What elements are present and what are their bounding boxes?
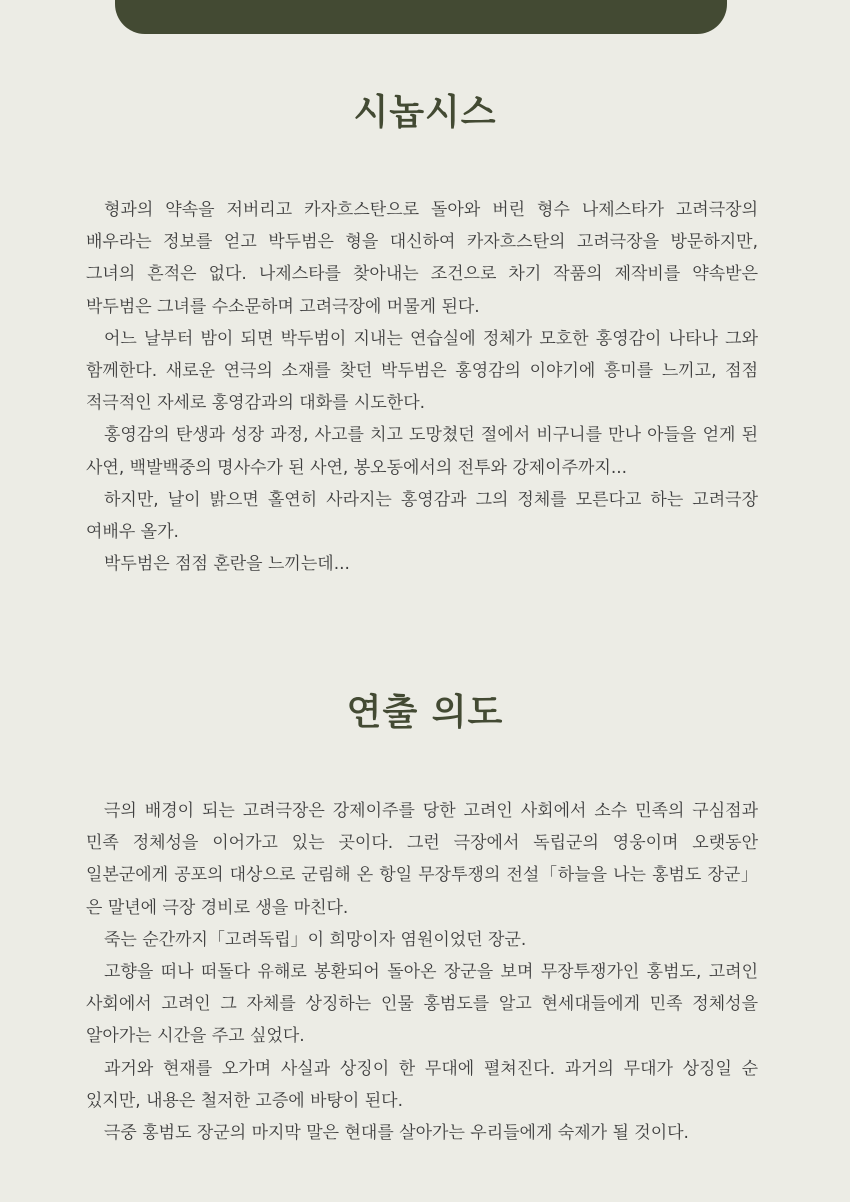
intent-paragraph: 과거와 현재를 오가며 사실과 상징이 한 무대에 펼쳐진다. 과거의 무대가 상징일 순 있지만, 내용은 철저한 고증에 바탕이 된다. [86,1058,758,1111]
intent-paragraph: 죽는 순간까지「고려독립」이 희망이자 염원이었던 장군. [104,929,527,950]
intent-paragraph: 고향을 떠나 떠돌다 유해로 봉환되어 돌아온 장군을 보며 무장투쟁가인 홍범도, 고려인 사회에서 고려인 그 자체를 상징하는 인물 홍범도를 알고 현세대들에게 민족 정체성을 알아가는 시간을 주고 싶었다. [86,962,758,1047]
intent-paragraph: 극의 배경이 되는 고려극장은 강제이주를 당한 고려인 사회에서 소수 민족의 구심점과 민족 정체성을 이어가고 있는 곳이다. 그런 극장에서 독립군의 영웅이며 오랫동안 일본군에게 공포의 대상으로 군림해 온 항일 무장투쟁의 전설「하늘을 나는 홍범도 장군」은 말년에 극장 경비로 생을 마친다. [86,801,758,918]
top-header-tab [115,0,727,34]
synopsis-paragraph: 형과의 약속을 저버리고 카자흐스탄으로 돌아와 버린 형수 나제스타가 고려극장의 배우라는 정보를 얻고 박두범은 형을 대신하여 카자흐스탄의 고려극장을 방문하지만, 그녀의 흔적은 없다. 나제스타를 찾아내는 조건으로 차기 작품의 제작비를 약속받은 박두범은 그녀를 수소문하며 고려극장에 머물게 된다. [86,200,758,317]
intent-title: 연출 의도 [346,692,504,733]
intent-body [86,795,758,1149]
synopsis-paragraph: 어느 날부터 밤이 되면 박두범이 지내는 연습실에 정체가 모호한 홍영감이 나타나 그와 함께한다. 새로운 연극의 소재를 찾던 박두범은 홍영감의 이야기에 흥미를 느끼고, 점점 적극적인 자세로 홍영감과의 대화를 시도한다. [86,328,758,414]
synopsis-title: 시놉시스 [353,92,497,133]
synopsis-paragraph: 박두범은 점점 혼란을 느끼는데... [104,554,350,575]
intent-paragraph: 극중 홍범도 장군의 마지막 말은 현대를 살아가는 우리들에게 숙제가 될 것이다. [104,1123,689,1144]
synopsis-body [86,194,758,580]
synopsis-paragraph: 홍영감의 탄생과 성장 과정, 사고를 치고 도망쳤던 절에서 비구니를 만나 아들을 얻게 된 사연, 백발백중의 명사수가 된 사연, 봉오동에서의 전투와 강제이주까지... [86,425,758,478]
synopsis-paragraph: 하지만, 날이 밝으면 홀연히 사라지는 홍영감과 그의 정체를 모른다고 하는 고려극장 여배우 올가. [86,489,758,543]
